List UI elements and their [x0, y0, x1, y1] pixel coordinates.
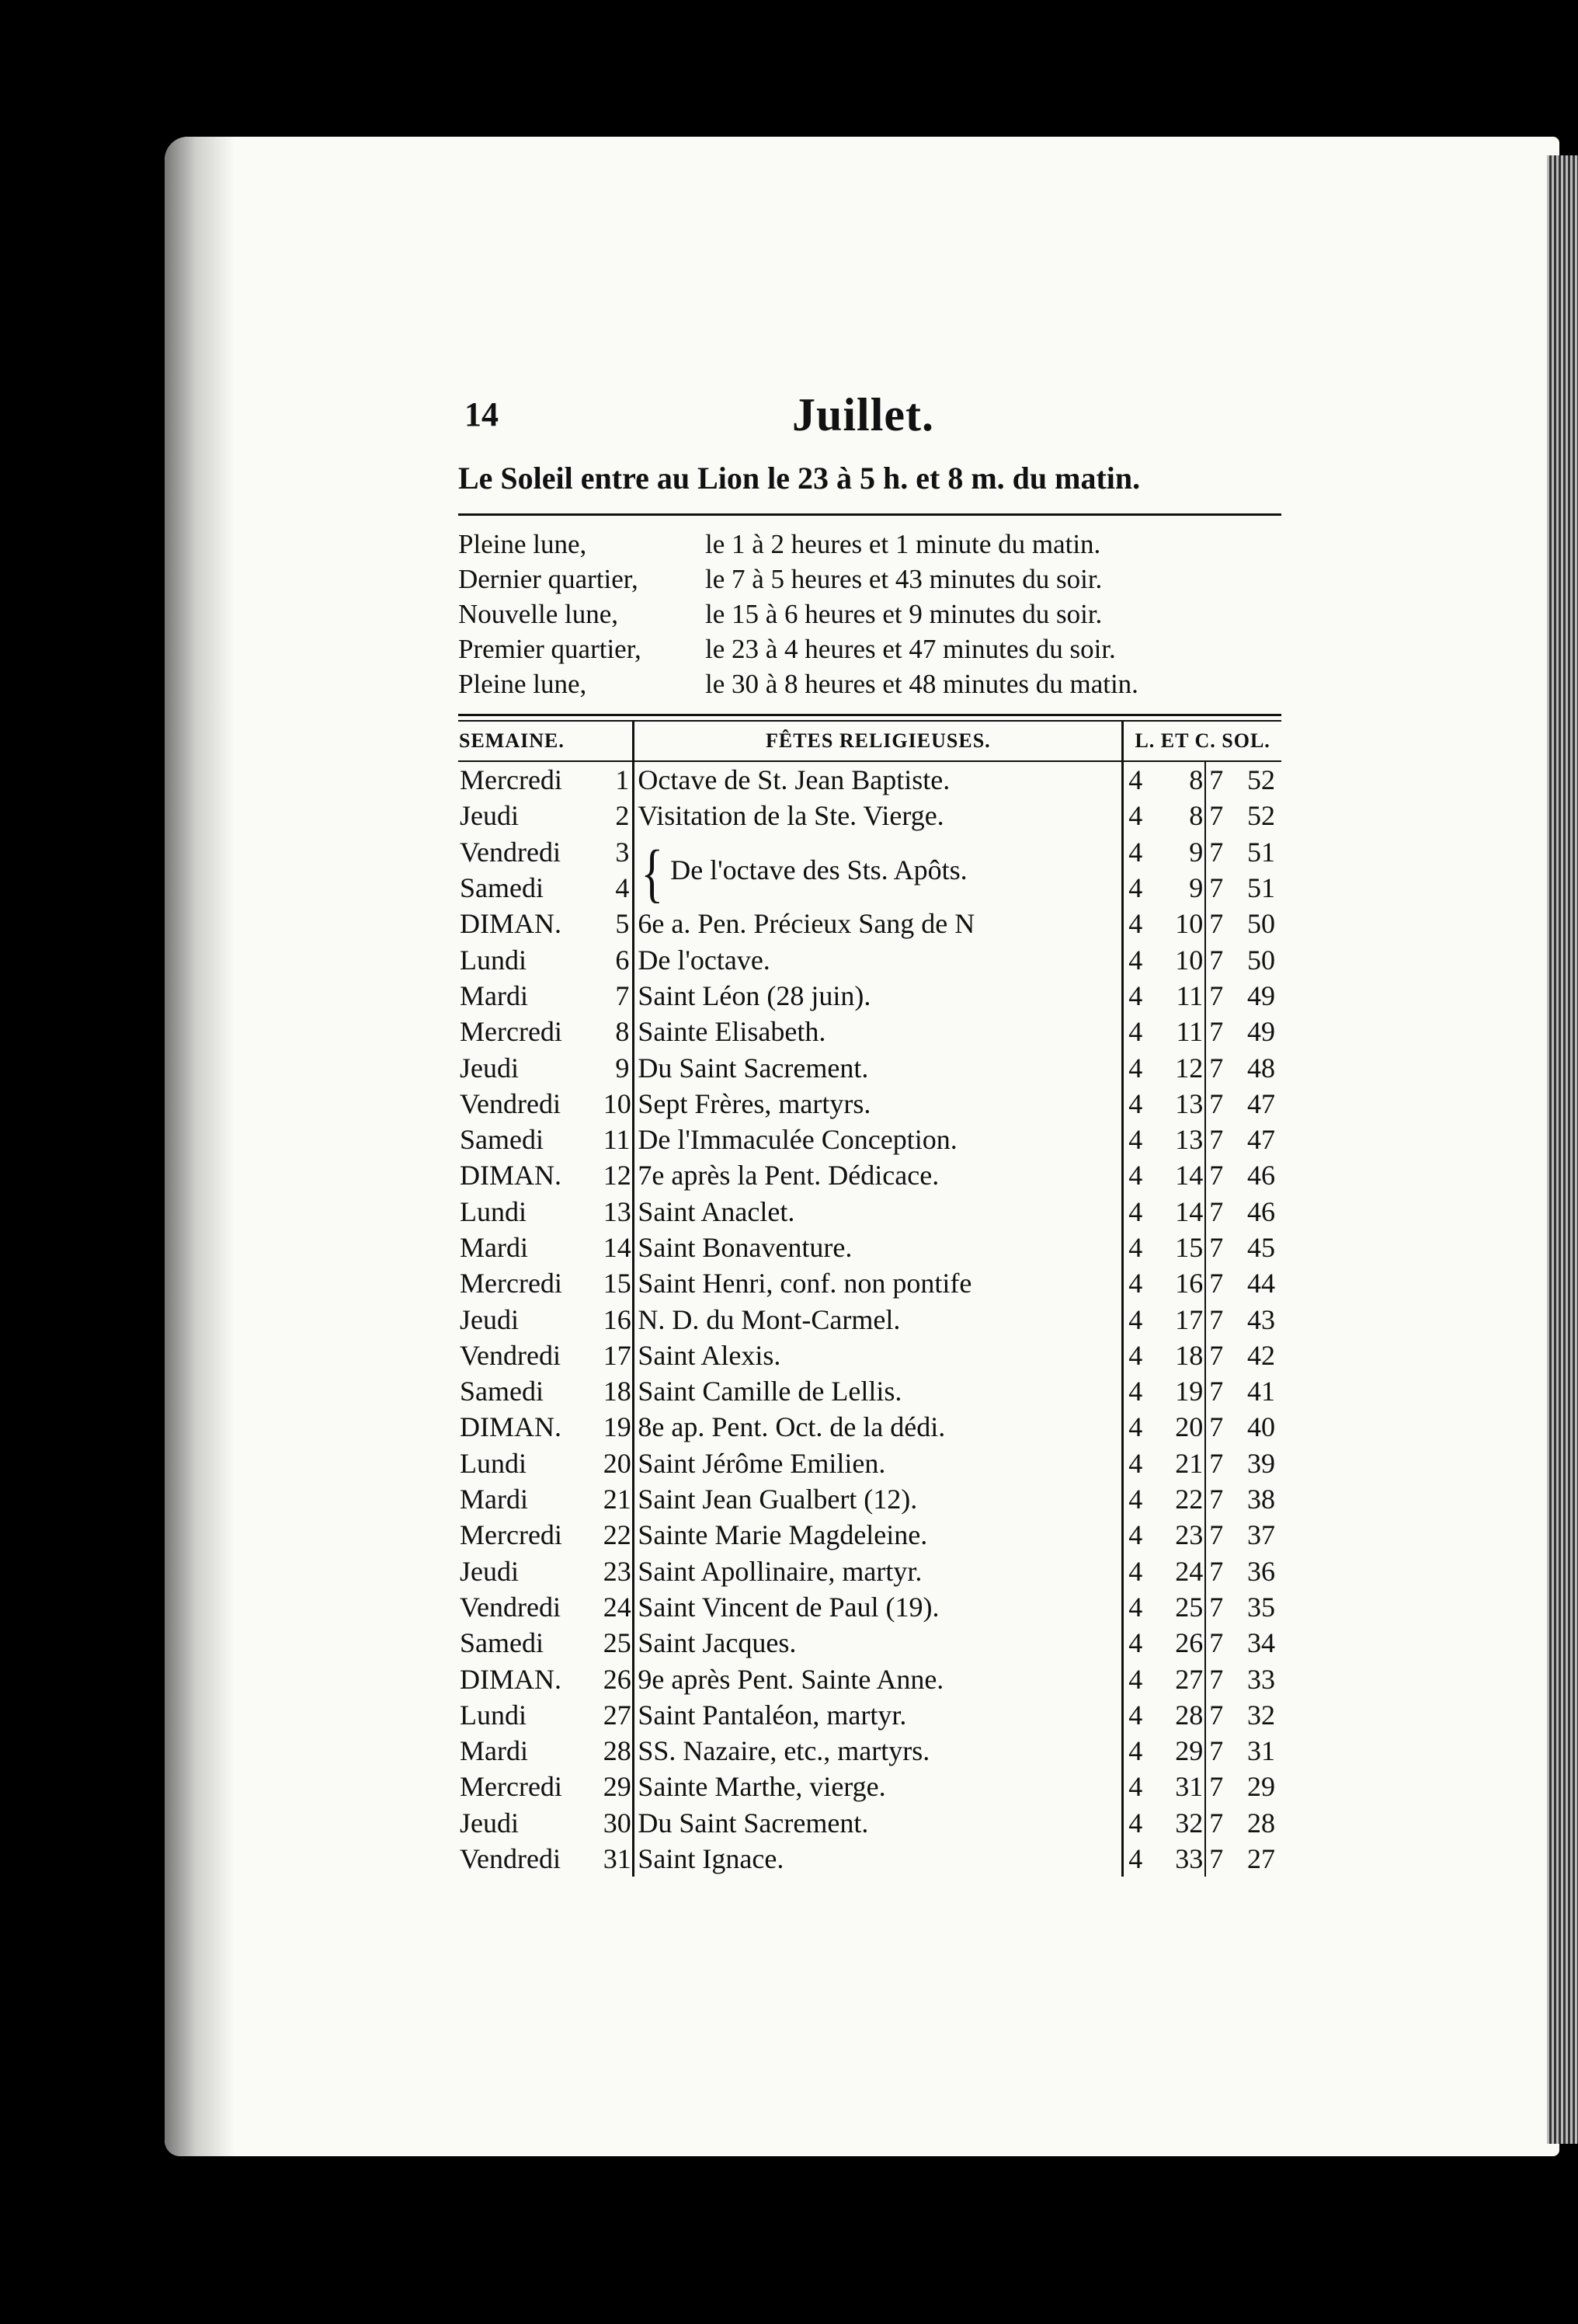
sunset-hour: 7	[1209, 1232, 1224, 1263]
sunrise-hour: 4	[1128, 1447, 1143, 1479]
sunset-minute: 28	[1247, 1807, 1275, 1839]
sunrise-hour: 4	[1128, 1771, 1143, 1803]
sunrise-minute: 28	[1162, 1697, 1205, 1733]
sunrise-hour: 4	[1128, 1663, 1143, 1695]
table-row	[458, 1553, 1281, 1589]
feast-name: Sept Frères, martyrs.	[634, 1086, 1123, 1122]
moon-phase-name: Nouvelle lune,	[458, 599, 619, 629]
sunrise-minute: 22	[1162, 1481, 1205, 1517]
sunset-minute: 50	[1247, 908, 1275, 940]
feast-name: 8e ap. Pent. Oct. de la dédi.	[634, 1409, 1123, 1445]
sunset-hour: 7	[1209, 836, 1224, 868]
sunrise-hour: 4	[1128, 1124, 1143, 1156]
sunrise-minute: 9	[1162, 870, 1205, 906]
feast-name: Sainte Marie Magdeleine.	[634, 1517, 1123, 1553]
sunrise-hour: 4	[1128, 1627, 1143, 1659]
sunrise-hour: 4	[1128, 1087, 1143, 1119]
sunset-hour: 7	[1209, 979, 1224, 1011]
sunrise-minute: 18	[1162, 1338, 1205, 1373]
feast-name: Saint Henri, conf. non pontife	[634, 1265, 1123, 1301]
day-name: Lundi	[460, 1699, 527, 1731]
day-number: 11	[603, 1122, 634, 1157]
sunrise-hour: 4	[1128, 1016, 1143, 1048]
sunset-minute: 42	[1247, 1339, 1275, 1371]
table-row	[458, 978, 1281, 1014]
sunset-minute: 35	[1247, 1591, 1275, 1623]
sunrise-hour: 4	[1128, 872, 1143, 904]
moon-phase-name: Pleine lune,	[458, 529, 587, 559]
moon-phase-detail: le 30 à 8 heures et 48 minutes du matin.	[705, 669, 1138, 699]
sunrise-minute: 31	[1162, 1769, 1205, 1804]
sunset-hour: 7	[1209, 1484, 1224, 1515]
sunrise-minute: 13	[1162, 1086, 1205, 1122]
table-row	[458, 1157, 1281, 1193]
sunrise-minute: 17	[1162, 1301, 1205, 1337]
day-number: 20	[603, 1446, 634, 1481]
moon-phases	[458, 527, 1281, 701]
day-name: DIMAN.	[460, 908, 561, 940]
table-row	[458, 761, 1281, 798]
feast-name: Sainte Elisabeth.	[634, 1014, 1123, 1049]
calendar-table	[458, 722, 1281, 1877]
sunrise-minute: 29	[1162, 1733, 1205, 1769]
feast-name: 7e après la Pent. Dédicace.	[634, 1157, 1123, 1193]
sunset-hour: 7	[1209, 1339, 1224, 1371]
sunrise-minute: 13	[1162, 1122, 1205, 1157]
sunrise-minute: 10	[1162, 906, 1205, 941]
sunset-hour: 7	[1209, 1376, 1224, 1407]
sunset-hour: 7	[1209, 1699, 1224, 1731]
feast-name: Saint Pantaléon, martyr.	[634, 1697, 1123, 1733]
day-number: 4	[603, 870, 634, 906]
sunset-hour: 7	[1209, 944, 1224, 976]
moon-phase-name: Pleine lune,	[458, 669, 587, 699]
sunset-minute: 43	[1247, 1303, 1275, 1335]
table-row	[458, 1769, 1281, 1804]
sunrise-hour: 4	[1128, 1484, 1143, 1515]
sunrise-minute: 19	[1162, 1373, 1205, 1409]
table-row	[458, 1589, 1281, 1625]
sunrise-hour: 4	[1128, 1052, 1143, 1084]
day-name: Samedi	[460, 1627, 544, 1659]
sunset-minute: 48	[1247, 1052, 1275, 1084]
feast-name: Saint Jacques.	[634, 1625, 1123, 1661]
table-row	[458, 1517, 1281, 1553]
feast-name: Sainte Marthe, vierge.	[634, 1769, 1123, 1804]
day-name: Lundi	[460, 1447, 527, 1479]
sunset-hour: 7	[1209, 1555, 1224, 1587]
day-name: Jeudi	[460, 800, 519, 832]
day-name: Vendredi	[460, 1339, 561, 1371]
moon-phase-row	[458, 597, 1281, 631]
day-number: 16	[603, 1301, 634, 1337]
sunset-minute: 49	[1247, 979, 1275, 1011]
sunset-minute: 33	[1247, 1663, 1275, 1695]
day-number: 24	[603, 1589, 634, 1625]
day-name: Vendredi	[460, 1591, 561, 1623]
day-number: 1	[603, 761, 634, 798]
sunset-hour: 7	[1209, 1160, 1224, 1192]
day-number: 6	[603, 941, 634, 977]
feast-name: N. D. du Mont-Carmel.	[634, 1301, 1123, 1337]
sunrise-hour: 4	[1128, 1303, 1143, 1335]
table-row	[458, 1338, 1281, 1373]
sunset-minute: 50	[1247, 944, 1275, 976]
page-header	[458, 388, 1281, 451]
moon-phase-detail: le 1 à 2 heures et 1 minute du matin.	[705, 529, 1101, 559]
day-name: Mercredi	[460, 1268, 562, 1299]
moon-phase-detail: le 7 à 5 heures et 43 minutes du soir.	[705, 564, 1103, 594]
table-row	[458, 1194, 1281, 1230]
table-row	[458, 1661, 1281, 1696]
sunrise-minute: 11	[1162, 978, 1205, 1014]
day-number: 22	[603, 1517, 634, 1553]
day-name: Mercredi	[460, 1771, 562, 1803]
sunrise-hour: 4	[1128, 764, 1143, 796]
sunset-hour: 7	[1209, 1735, 1224, 1767]
sunset-minute: 40	[1247, 1411, 1275, 1443]
merged-feast-text: De l'octave des Sts. Apôts.	[670, 854, 968, 885]
sunset-minute: 36	[1247, 1555, 1275, 1587]
page-number: 14	[464, 395, 499, 433]
sunrise-minute: 21	[1162, 1446, 1205, 1481]
feast-name: De l'Immaculée Conception.	[634, 1122, 1123, 1157]
day-name: Samedi	[460, 1124, 544, 1156]
sunrise-minute: 26	[1162, 1625, 1205, 1661]
day-number: 13	[603, 1194, 634, 1230]
sunrise-hour: 4	[1128, 1699, 1143, 1731]
header-semaine: SEMAINE.	[458, 722, 634, 761]
sunset-hour: 7	[1209, 908, 1224, 940]
sunrise-hour: 4	[1128, 1376, 1143, 1407]
sunset-minute: 52	[1247, 764, 1275, 796]
day-number: 30	[603, 1805, 634, 1841]
day-number: 21	[603, 1481, 634, 1517]
sunrise-minute: 27	[1162, 1661, 1205, 1696]
feast-name	[634, 834, 1123, 906]
sunrise-minute: 12	[1162, 1049, 1205, 1085]
sunset-hour: 7	[1209, 1052, 1224, 1084]
sunset-hour: 7	[1209, 764, 1224, 796]
day-name: Jeudi	[460, 1052, 519, 1084]
brace-glyph: {	[641, 837, 664, 906]
header-fetes: FÊTES RELIGIEUSES.	[634, 722, 1123, 761]
sunset-hour: 7	[1209, 1519, 1224, 1551]
moon-phase-name: Dernier quartier,	[458, 564, 638, 594]
feast-name: Saint Apollinaire, martyr.	[634, 1553, 1123, 1589]
sunset-hour: 7	[1209, 872, 1224, 904]
sunrise-hour: 4	[1128, 800, 1143, 832]
day-name: DIMAN.	[460, 1411, 561, 1443]
sunrise-minute: 20	[1162, 1409, 1205, 1445]
table-row	[458, 1373, 1281, 1409]
sunset-minute: 34	[1247, 1627, 1275, 1659]
sunrise-minute: 8	[1162, 798, 1205, 833]
sunset-hour: 7	[1209, 1771, 1224, 1803]
table-row	[458, 1230, 1281, 1265]
day-number: 9	[603, 1049, 634, 1085]
sunset-minute: 32	[1247, 1699, 1275, 1731]
table-row	[458, 1409, 1281, 1445]
sunset-minute: 52	[1247, 800, 1275, 832]
table-row	[458, 1805, 1281, 1841]
sunset-minute: 46	[1247, 1195, 1275, 1227]
sunset-hour: 7	[1209, 1195, 1224, 1227]
sunset-minute: 38	[1247, 1484, 1275, 1515]
table-row	[458, 941, 1281, 977]
feast-name: 6e a. Pen. Précieux Sang de N	[634, 906, 1123, 941]
sunrise-hour: 4	[1128, 1843, 1143, 1875]
sunset-hour: 7	[1209, 1447, 1224, 1479]
day-number: 31	[603, 1841, 634, 1877]
table-row	[458, 1265, 1281, 1301]
day-number: 17	[603, 1338, 634, 1373]
sunrise-hour: 4	[1128, 1268, 1143, 1299]
table-row	[458, 1697, 1281, 1733]
feast-name: Saint Bonaventure.	[634, 1230, 1123, 1265]
sunrise-hour: 4	[1128, 1735, 1143, 1767]
sunset-minute: 29	[1247, 1771, 1275, 1803]
sunrise-hour: 4	[1128, 836, 1143, 868]
table-header-row	[458, 722, 1281, 761]
sunrise-minute: 25	[1162, 1589, 1205, 1625]
sunset-hour: 7	[1209, 1807, 1224, 1839]
sunset-minute: 27	[1247, 1843, 1275, 1875]
table-row	[458, 798, 1281, 833]
feast-name: SS. Nazaire, etc., martyrs.	[634, 1733, 1123, 1769]
sunrise-minute: 32	[1162, 1805, 1205, 1841]
sunrise-hour: 4	[1128, 944, 1143, 976]
sunset-minute: 31	[1247, 1735, 1275, 1767]
sunrise-hour: 4	[1128, 1807, 1143, 1839]
day-number: 8	[603, 1014, 634, 1049]
day-name: Vendredi	[460, 836, 561, 868]
feast-name: Octave de St. Jean Baptiste.	[634, 761, 1123, 798]
day-number: 14	[603, 1230, 634, 1265]
feast-name: Saint Anaclet.	[634, 1194, 1123, 1230]
day-name: Lundi	[460, 1195, 527, 1227]
day-name: DIMAN.	[460, 1160, 561, 1192]
day-number: 5	[603, 906, 634, 941]
almanac-content	[458, 388, 1281, 1877]
sunrise-hour: 4	[1128, 1411, 1143, 1443]
day-name: Vendredi	[460, 1843, 561, 1875]
table-row	[458, 1481, 1281, 1517]
day-number: 18	[603, 1373, 634, 1409]
sunrise-minute: 14	[1162, 1194, 1205, 1230]
sunrise-minute: 10	[1162, 941, 1205, 977]
day-number: 7	[603, 978, 634, 1014]
sunrise-minute: 15	[1162, 1230, 1205, 1265]
day-number: 3	[603, 834, 634, 870]
sunset-minute: 51	[1247, 836, 1275, 868]
sunrise-hour: 4	[1128, 1555, 1143, 1587]
sunrise-minute: 16	[1162, 1265, 1205, 1301]
sunrise-minute: 24	[1162, 1553, 1205, 1589]
day-name: Mardi	[460, 1735, 528, 1767]
day-number: 27	[603, 1697, 634, 1733]
day-number: 23	[603, 1553, 634, 1589]
day-name: Jeudi	[460, 1555, 519, 1587]
sunrise-minute: 33	[1162, 1841, 1205, 1877]
sunrise-hour: 4	[1128, 1195, 1143, 1227]
sunset-hour: 7	[1209, 1411, 1224, 1443]
table-row	[458, 1625, 1281, 1661]
table-row	[458, 834, 1281, 870]
day-name: Mardi	[460, 1484, 528, 1515]
table-row	[458, 1446, 1281, 1481]
feast-name: De l'octave.	[634, 941, 1123, 977]
moon-phase-row	[458, 527, 1281, 562]
sunset-hour: 7	[1209, 800, 1224, 832]
day-name: Mardi	[460, 979, 528, 1011]
table-row	[458, 1301, 1281, 1337]
moon-phase-row	[458, 631, 1281, 666]
sunset-hour: 7	[1209, 1591, 1224, 1623]
day-name: Mercredi	[460, 1519, 562, 1551]
sunrise-hour: 4	[1128, 908, 1143, 940]
day-name: Jeudi	[460, 1807, 519, 1839]
feast-name: Saint Jérôme Emilien.	[634, 1446, 1123, 1481]
sunset-hour: 7	[1209, 1663, 1224, 1695]
feast-name: Saint Léon (28 juin).	[634, 978, 1123, 1014]
day-number: 12	[603, 1157, 634, 1193]
day-name: Mercredi	[460, 1016, 562, 1048]
feast-name: Saint Alexis.	[634, 1338, 1123, 1373]
sunset-minute: 46	[1247, 1160, 1275, 1192]
sunset-hour: 7	[1209, 1843, 1224, 1875]
day-number: 29	[603, 1769, 634, 1804]
day-number: 26	[603, 1661, 634, 1696]
table-row	[458, 1122, 1281, 1157]
sunset-minute: 44	[1247, 1268, 1275, 1299]
sunrise-hour: 4	[1128, 1160, 1143, 1192]
sunset-hour: 7	[1209, 1303, 1224, 1335]
day-name: Jeudi	[460, 1303, 519, 1335]
day-name: Samedi	[460, 1376, 544, 1407]
sunrise-minute: 23	[1162, 1517, 1205, 1553]
feast-name: Saint Vincent de Paul (19).	[634, 1589, 1123, 1625]
day-name: Lundi	[460, 944, 527, 976]
feast-name: Du Saint Sacrement.	[634, 1805, 1123, 1841]
month-title: Juillet.	[792, 389, 934, 440]
day-number: 15	[603, 1265, 634, 1301]
day-name: Vendredi	[460, 1087, 561, 1119]
sunset-minute: 41	[1247, 1376, 1275, 1407]
table-row	[458, 1086, 1281, 1122]
calendar-body	[458, 761, 1281, 1877]
sunrise-hour: 4	[1128, 979, 1143, 1011]
sunset-minute: 47	[1247, 1124, 1275, 1156]
moon-phase-detail: le 23 à 4 heures et 47 minutes du soir.	[705, 634, 1116, 664]
sunset-minute: 47	[1247, 1087, 1275, 1119]
header-sol: L. ET C. SOL.	[1123, 722, 1281, 761]
day-number: 10	[603, 1086, 634, 1122]
sunset-hour: 7	[1209, 1087, 1224, 1119]
feast-name: Visitation de la Ste. Vierge.	[634, 798, 1123, 833]
sunrise-minute: 14	[1162, 1157, 1205, 1193]
sunrise-hour: 4	[1128, 1339, 1143, 1371]
day-name: Mardi	[460, 1232, 528, 1263]
sunset-hour: 7	[1209, 1268, 1224, 1299]
day-number: 25	[603, 1625, 634, 1661]
moon-phase-row	[458, 666, 1281, 701]
page-edges	[1547, 155, 1578, 2144]
feast-name: Saint Ignace.	[634, 1841, 1123, 1877]
sunrise-minute: 9	[1162, 834, 1205, 870]
divider	[458, 513, 1281, 516]
day-name: Mercredi	[460, 764, 562, 796]
sunrise-hour: 4	[1128, 1232, 1143, 1263]
moon-phase-row	[458, 562, 1281, 597]
moon-phase-detail: le 15 à 6 heures et 9 minutes du soir.	[705, 599, 1103, 629]
table-row	[458, 1049, 1281, 1085]
table-row	[458, 906, 1281, 941]
sunset-minute: 45	[1247, 1232, 1275, 1263]
feast-name: 9e après Pent. Sainte Anne.	[634, 1661, 1123, 1696]
day-name: Samedi	[460, 872, 544, 904]
sunset-hour: 7	[1209, 1016, 1224, 1048]
sunset-hour: 7	[1209, 1627, 1224, 1659]
sunset-minute: 37	[1247, 1519, 1275, 1551]
feast-name: Saint Jean Gualbert (12).	[634, 1481, 1123, 1517]
day-number: 19	[603, 1409, 634, 1445]
table-row	[458, 1841, 1281, 1877]
feast-name: Du Saint Sacrement.	[634, 1049, 1123, 1085]
moon-phase-name: Premier quartier,	[458, 634, 641, 664]
sunset-hour: 7	[1209, 1124, 1224, 1156]
day-name: DIMAN.	[460, 1663, 561, 1695]
sun-entry-line: Le Soleil entre au Lion le 23 à 5 h. et 8 m. du matin.	[458, 461, 1141, 496]
day-number: 28	[603, 1733, 634, 1769]
sunrise-hour: 4	[1128, 1591, 1143, 1623]
sunrise-hour: 4	[1128, 1519, 1143, 1551]
table-row	[458, 1733, 1281, 1769]
sunset-minute: 39	[1247, 1447, 1275, 1479]
page-gutter-shadow	[165, 137, 235, 2156]
double-divider	[458, 714, 1281, 722]
sunset-minute: 49	[1247, 1016, 1275, 1048]
feast-name: Saint Camille de Lellis.	[634, 1373, 1123, 1409]
sunrise-minute: 11	[1162, 1014, 1205, 1049]
sunset-minute: 51	[1247, 872, 1275, 904]
day-number: 2	[603, 798, 634, 833]
table-row	[458, 1014, 1281, 1049]
sunrise-minute: 8	[1162, 761, 1205, 798]
